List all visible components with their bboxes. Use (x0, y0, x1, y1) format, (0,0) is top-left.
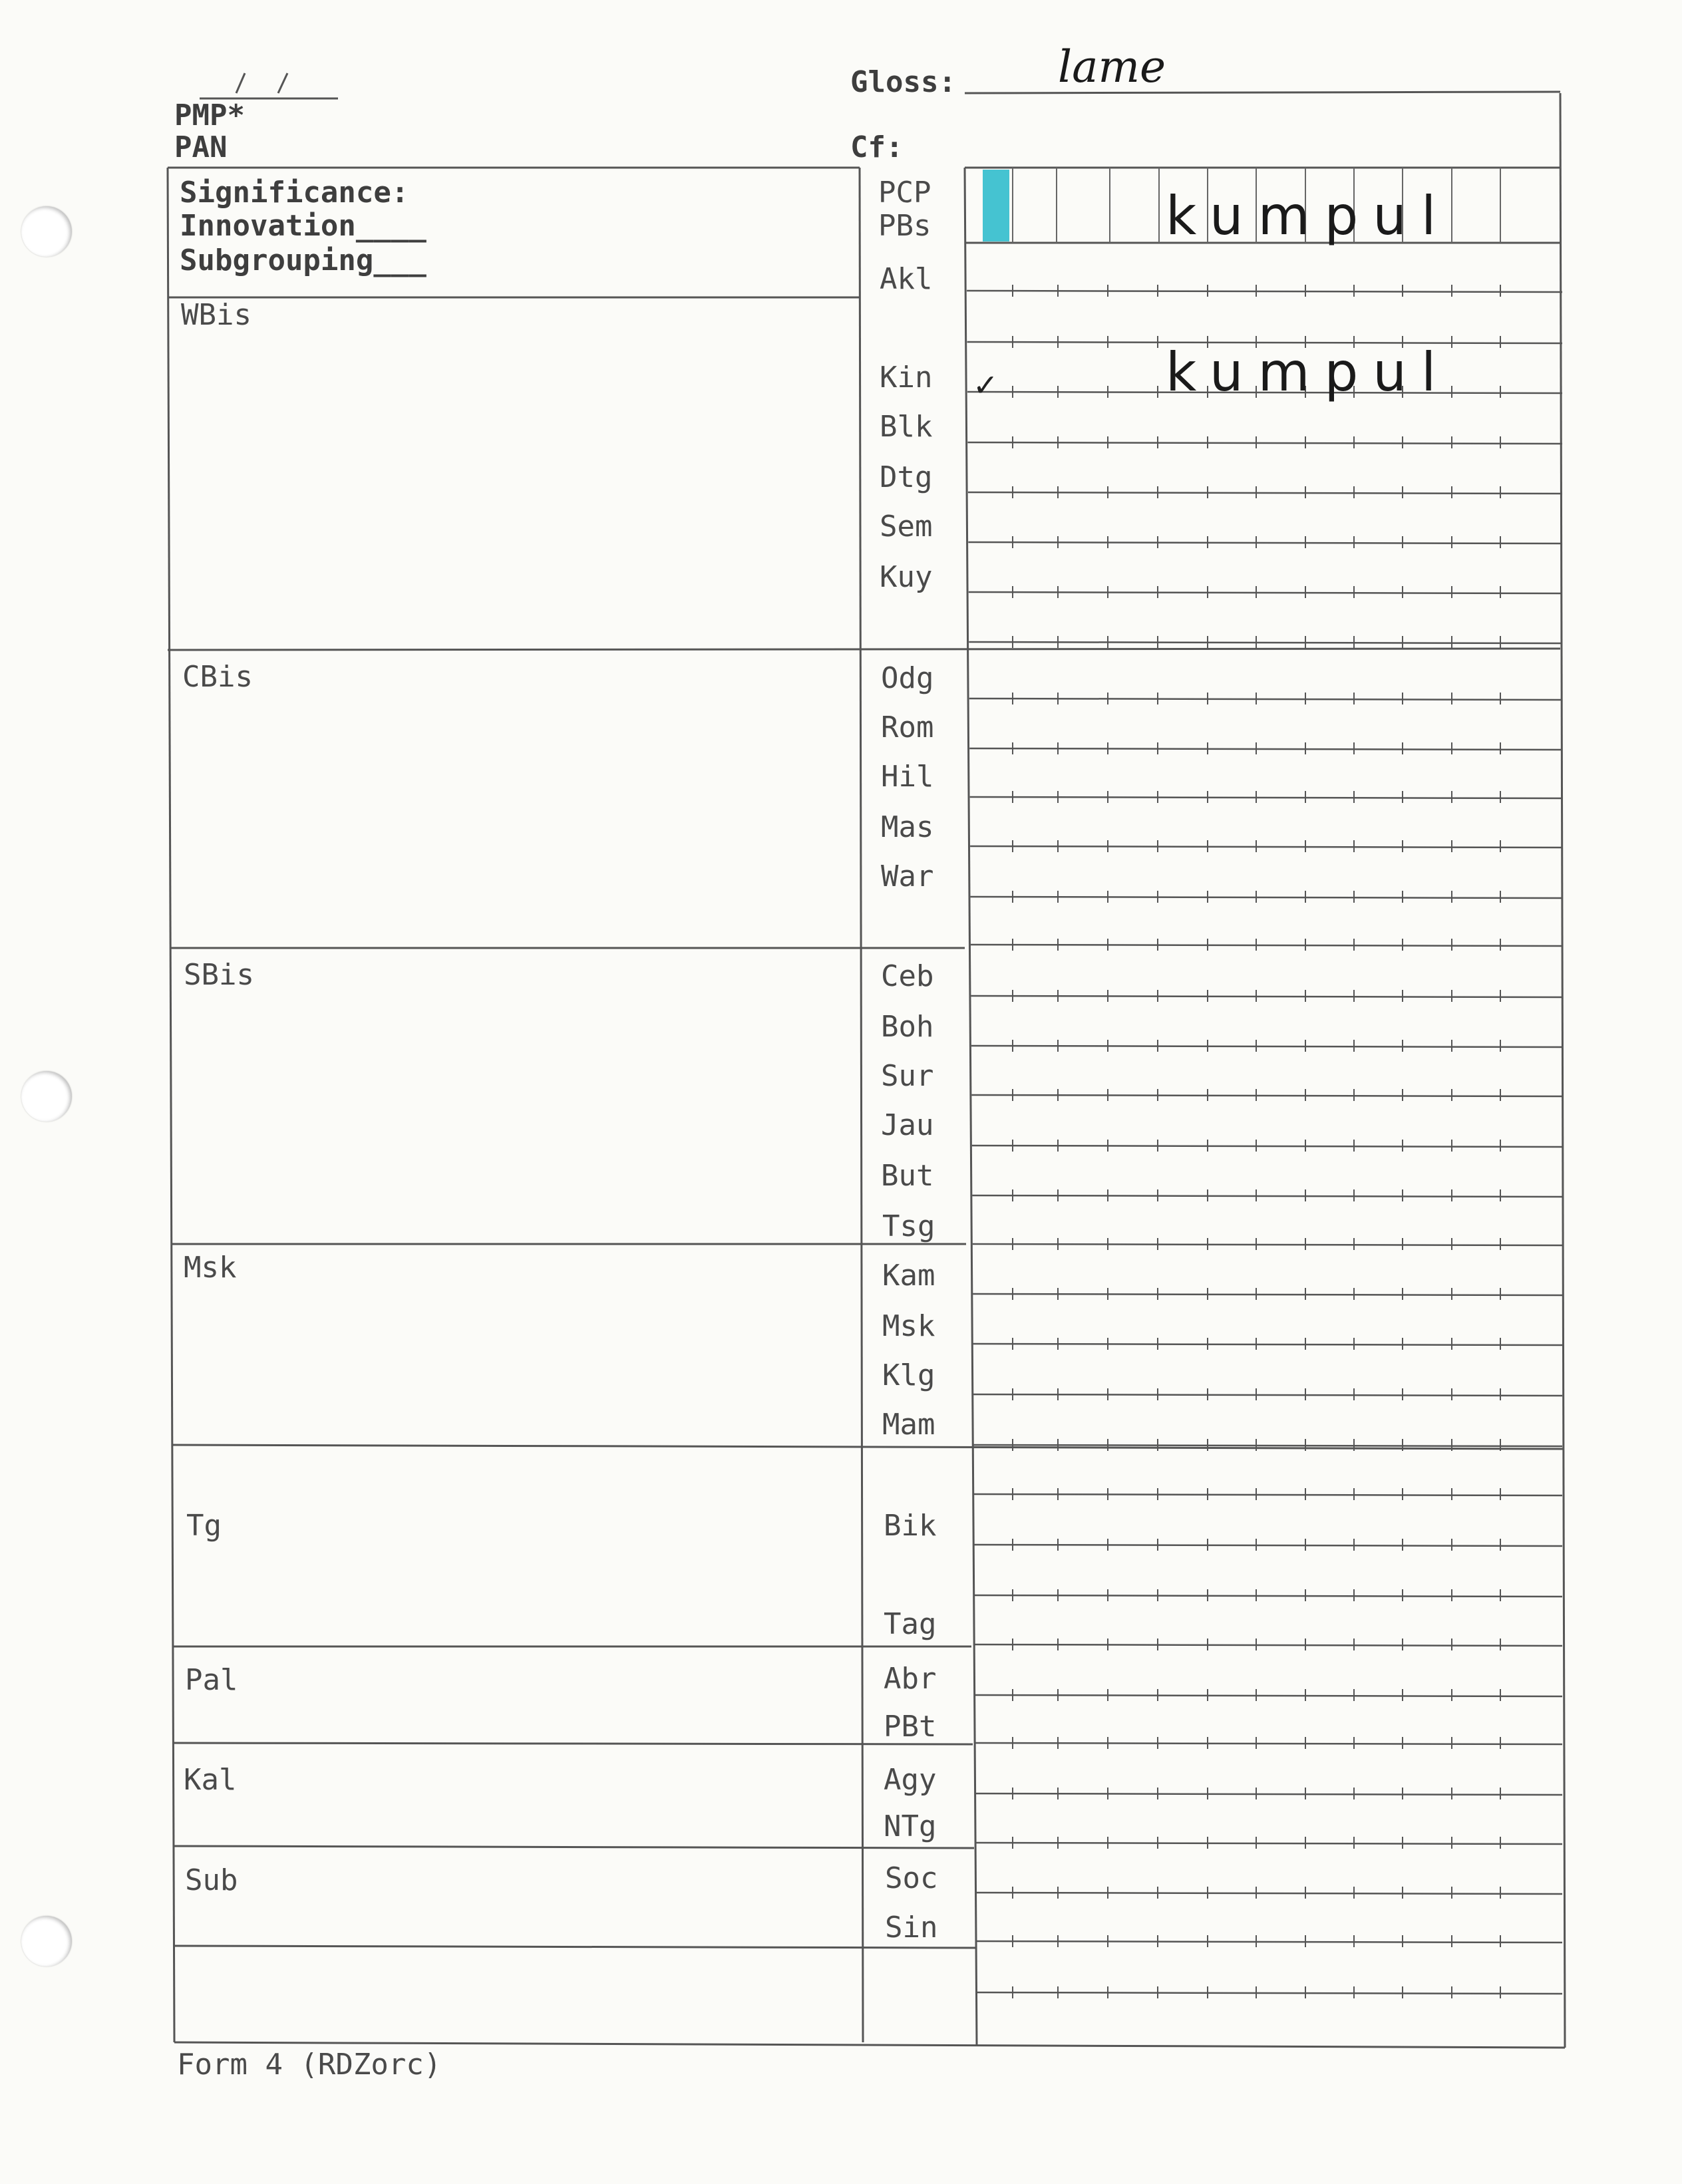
lang-odg: Odg (881, 661, 934, 695)
group-tg: Tg (186, 1509, 222, 1543)
kin-form: kumpul (1166, 341, 1451, 403)
lang-boh: Boh (881, 1010, 934, 1044)
lang-pcp: PCP (878, 176, 931, 210)
innovation-label: Innovation____ (180, 209, 426, 243)
group-kal: Kal (184, 1763, 237, 1797)
lang-mam: Mam (882, 1408, 935, 1442)
lang-sin: Sin (885, 1911, 938, 1945)
lang-kin: Kin (880, 361, 933, 394)
lang-ceb: Ceb (881, 959, 934, 993)
lang-soc: Soc (885, 1861, 938, 1895)
gloss-value: lame (1058, 41, 1166, 92)
lang-war: War (881, 859, 934, 893)
group-sbis: SBis (184, 958, 254, 992)
lang-blk: Blk (880, 410, 933, 444)
lang-tag: Tag (884, 1607, 937, 1641)
subgrouping-label: Subgrouping___ (180, 243, 426, 277)
lang-kam: Kam (882, 1259, 935, 1293)
lang-bik: Bik (884, 1509, 937, 1543)
lang-klg: Klg (882, 1358, 935, 1392)
lang-pbs: PBs (878, 209, 931, 243)
lang-jau: Jau (881, 1108, 934, 1142)
lang-tsg: Tsg (882, 1209, 935, 1243)
lang-kuy: Kuy (880, 560, 933, 594)
group-cbis: CBis (182, 660, 253, 694)
group-wbis: WBis (181, 298, 252, 332)
lang-abr: Abr (884, 1662, 937, 1696)
lang-sur: Sur (881, 1059, 934, 1093)
lang-akl: Akl (880, 262, 933, 296)
cf-label: Cf: (850, 130, 904, 164)
pmp-label: PMP* (174, 98, 245, 132)
pan-label: PAN (174, 130, 228, 164)
lang-agy: Agy (884, 1763, 937, 1797)
group-pal: Pal (185, 1663, 238, 1697)
highlight-marker (983, 170, 1009, 241)
lang-ntg: NTg (884, 1809, 937, 1843)
lang-pbt: PBt (884, 1710, 937, 1744)
kin-check: ✓ (973, 367, 999, 403)
lang-mas: Mas (881, 810, 934, 844)
gloss-label: Gloss: (850, 65, 956, 99)
lang-rom: Rom (881, 710, 934, 744)
pbs-form: kumpul (1166, 185, 1451, 247)
significance-title: Significance: (180, 176, 409, 210)
lang-sem: Sem (880, 510, 933, 544)
group-sub: Sub (185, 1863, 238, 1897)
lang-msk: Msk (882, 1309, 935, 1343)
lang-but: But (881, 1159, 934, 1193)
lang-dtg: Dtg (880, 460, 933, 494)
form-footer: Form 4 (RDZorc) (177, 2048, 442, 2082)
group-msk: Msk (184, 1251, 237, 1285)
lang-hil: Hil (881, 760, 934, 794)
